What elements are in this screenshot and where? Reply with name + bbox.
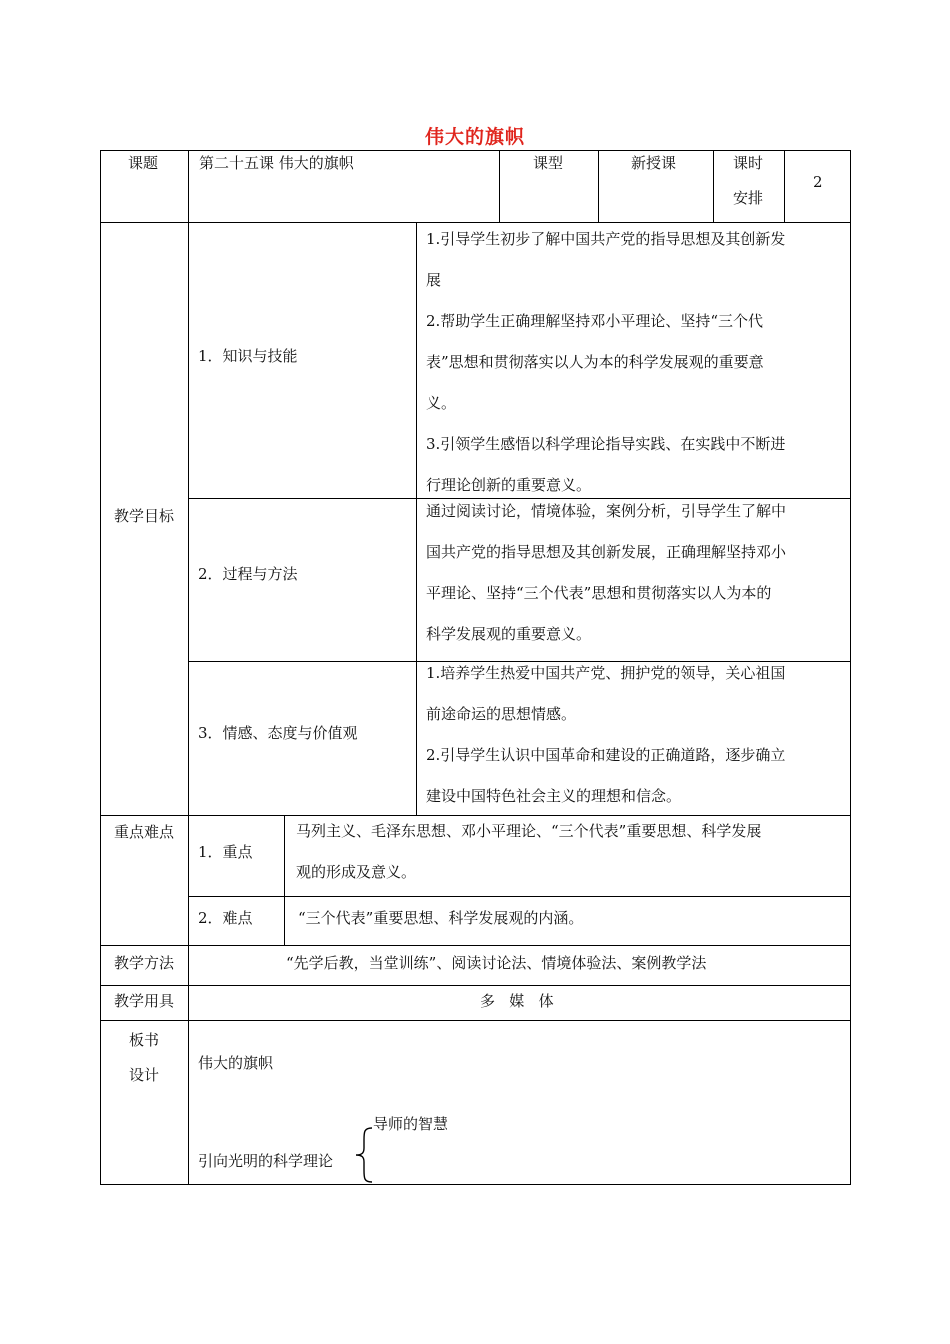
method-value: “先学后教，当堂训练”、阅读讨论法、情境体验法、案例教学法 bbox=[286, 954, 707, 972]
board-left-text: 引向光明的科学理论 bbox=[198, 1152, 334, 1170]
type-value: 新授课 bbox=[631, 154, 677, 172]
row-divider-keypoints bbox=[100, 945, 851, 946]
row-divider-method bbox=[100, 985, 851, 986]
text-line: 1.培养学生热爱中国共产党、拥护党的领导，关心祖国 bbox=[426, 664, 786, 682]
difficulty-text: “三个代表”重要思想、科学发展观的内涵。 bbox=[298, 909, 584, 927]
focus-text bbox=[296, 811, 848, 893]
board-heading: 伟大的旗帜 bbox=[198, 1054, 274, 1072]
objective-3-text bbox=[426, 653, 844, 817]
objective-3-label: 3．情感、态度与价值观 bbox=[198, 724, 358, 742]
text-line: 平理论、坚持“三个代表”思想和贯彻落实以人为本的 bbox=[426, 584, 772, 602]
type-label: 课型 bbox=[533, 154, 564, 172]
left-brace-icon bbox=[352, 1126, 374, 1184]
col-divider-main bbox=[188, 150, 189, 1185]
board-label-line2: 设计 bbox=[129, 1066, 160, 1084]
focus-label: 1．重点 bbox=[198, 843, 253, 861]
text-line: 建设中国特色社会主义的理想和信念。 bbox=[426, 787, 682, 805]
text-line: 行理论创新的重要意义。 bbox=[426, 476, 592, 494]
tools-label: 教学用具 bbox=[114, 992, 175, 1010]
col-divider-keypoints bbox=[284, 815, 285, 945]
text-line: 国共产党的指导思想及其创新发展，正确理解坚持邓小 bbox=[426, 543, 787, 561]
period-value: 2 bbox=[813, 173, 823, 191]
topic-value: 第二十五课 伟大的旗帜 bbox=[199, 154, 354, 172]
table-border-right bbox=[850, 150, 851, 1185]
objective-1-text bbox=[426, 219, 844, 506]
row-divider-focus bbox=[188, 896, 851, 897]
period-label-line2: 安排 bbox=[733, 189, 764, 207]
topic-label: 课题 bbox=[128, 154, 159, 172]
text-line: 2.引导学生认识中国革命和建设的正确道路，逐步确立 bbox=[426, 746, 786, 764]
text-line: 科学发展观的重要意义。 bbox=[426, 625, 592, 643]
text-line: 马列主义、毛泽东思想、邓小平理论、“三个代表”重要思想、科学发展 bbox=[296, 822, 762, 840]
text-line: 观的形成及意义。 bbox=[296, 863, 417, 881]
objectives-label: 教学目标 bbox=[114, 507, 175, 525]
col-divider-header-2 bbox=[598, 150, 599, 222]
text-line: 前途命运的思想情感。 bbox=[426, 705, 577, 723]
key-points-label: 重点难点 bbox=[114, 823, 175, 841]
method-label: 教学方法 bbox=[114, 954, 175, 972]
col-divider-header-1 bbox=[499, 150, 500, 222]
objective-2-label: 2．过程与方法 bbox=[198, 565, 298, 583]
text-line: 义。 bbox=[426, 394, 457, 412]
row-divider-tools bbox=[100, 1020, 851, 1021]
col-divider-objectives bbox=[416, 222, 417, 815]
difficulty-label: 2．难点 bbox=[198, 909, 253, 927]
board-branch-1: 导师的智慧 bbox=[373, 1115, 449, 1133]
tools-value: 多 媒 体 bbox=[480, 992, 554, 1010]
col-divider-header-4 bbox=[784, 150, 785, 222]
table-border-bottom bbox=[100, 1184, 851, 1185]
text-line: 2.帮助学生正确理解坚持邓小平理论、坚持“三个代 bbox=[426, 312, 763, 330]
text-line: 通过阅读讨论，情境体验，案例分析，引导学生了解中 bbox=[426, 502, 787, 520]
document-title: 伟大的旗帜 bbox=[424, 126, 525, 148]
period-label-line1: 课时 bbox=[733, 154, 764, 172]
board-label-line1: 板书 bbox=[129, 1031, 160, 1049]
text-line: 3.引领学生感悟以科学理论指导实践、在实践中不断进 bbox=[426, 435, 786, 453]
table-border-left bbox=[100, 150, 101, 1185]
table-border-top bbox=[100, 150, 851, 151]
text-line: 展 bbox=[426, 271, 442, 289]
objective-2-text bbox=[426, 491, 844, 655]
col-divider-header-3 bbox=[713, 150, 714, 222]
text-line: 1.引导学生初步了解中国共产党的指导思想及其创新发 bbox=[426, 230, 786, 248]
text-line: 表”思想和贯彻落实以人为本的科学发展观的重要意 bbox=[426, 353, 764, 371]
objective-1-label: 1．知识与技能 bbox=[198, 347, 298, 365]
